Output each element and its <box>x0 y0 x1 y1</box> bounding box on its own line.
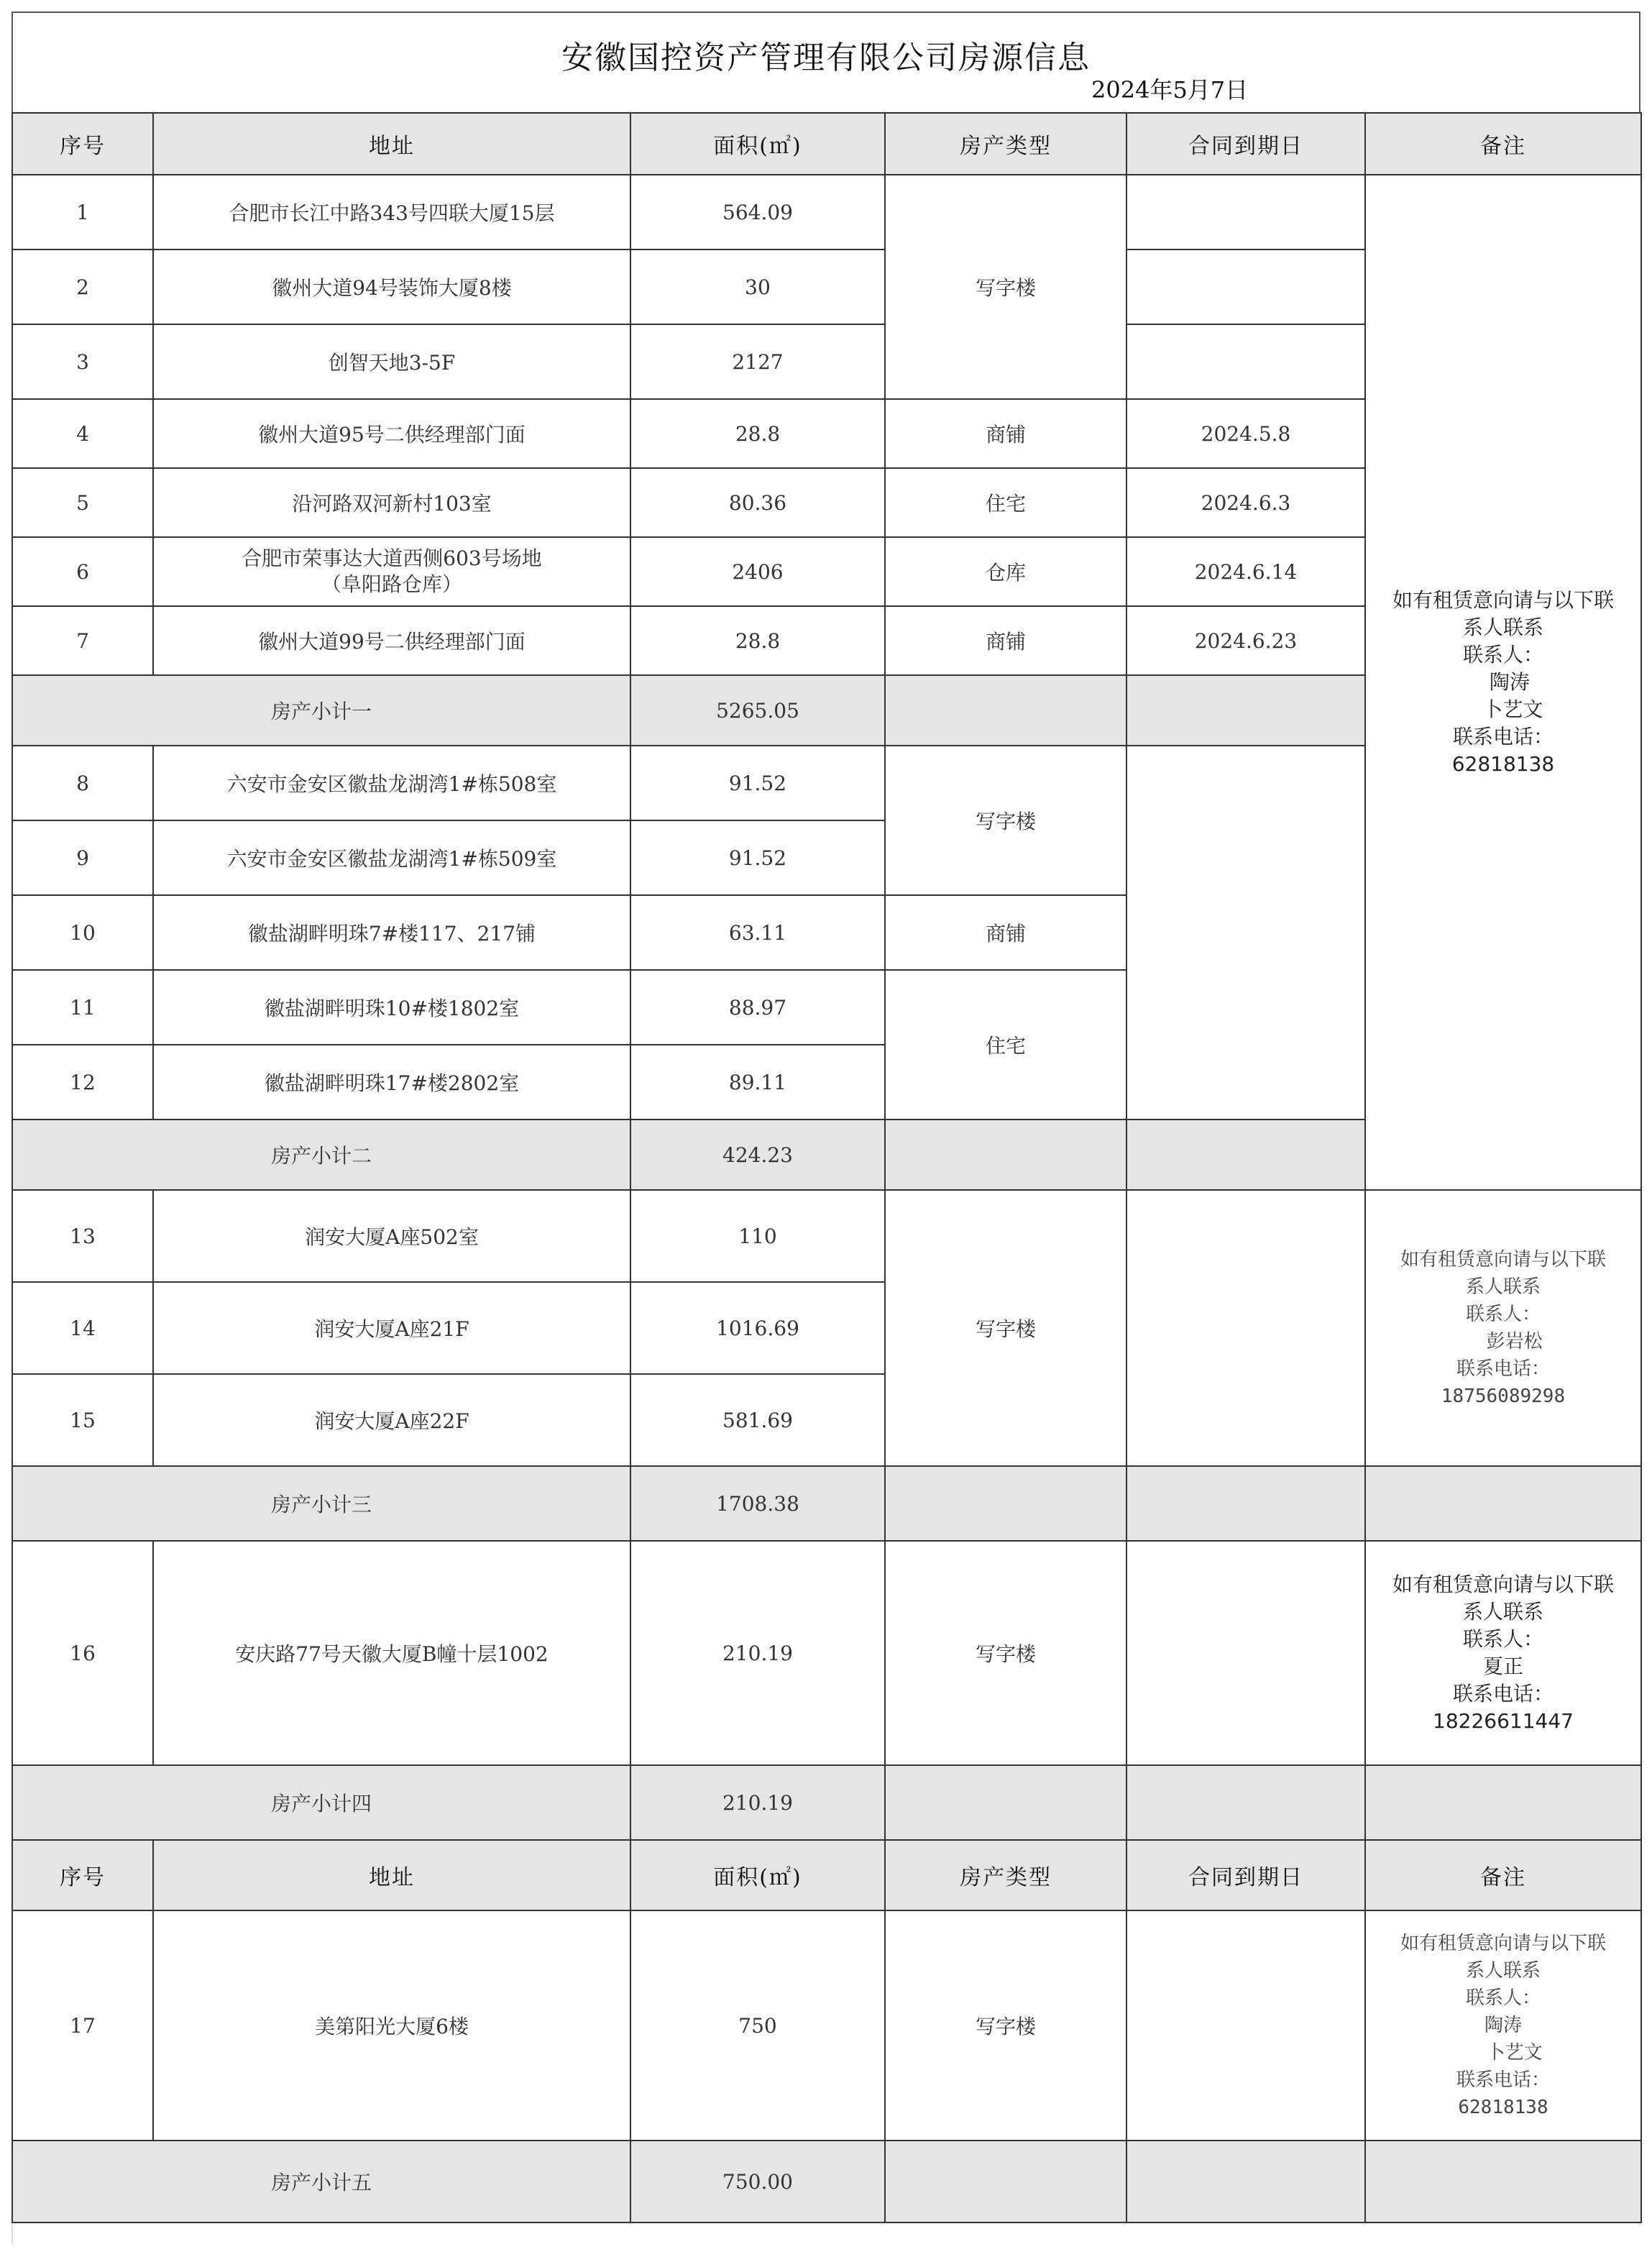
row-no: 8 <box>12 746 153 820</box>
row-no: 13 <box>12 1190 153 1282</box>
subtotal-empty <box>885 675 1126 746</box>
row-expiry <box>1126 249 1365 324</box>
row-expiry <box>1126 175 1365 249</box>
header-area: 面积(㎡) <box>630 1840 885 1910</box>
row-address: 创智天地3-5F <box>153 324 630 399</box>
row-area: 28.8 <box>630 399 885 468</box>
property-table <box>12 112 1642 2223</box>
subtotal-row <box>12 2141 1641 2222</box>
row-no: 2 <box>12 249 153 324</box>
remark-contact-1: 如有租赁意向请与以下联 系人联系 联系人： 陶涛 卜艺文 联系电话： 62818138 <box>1365 175 1641 1190</box>
row-address: 徽州大道99号二供经理部门面 <box>153 606 630 675</box>
subtotal-empty <box>885 1765 1126 1840</box>
row-area: 28.8 <box>630 606 885 675</box>
row-no: 6 <box>12 537 153 606</box>
subtotal-empty <box>885 1466 1126 1541</box>
subtotal-row <box>12 1466 1641 1541</box>
header-remark: 备注 <box>1365 113 1641 175</box>
header-expiry: 合同到期日 <box>1126 1840 1365 1910</box>
remark-contact-2: 如有租赁意向请与以下联 系人联系 联系人： 彭岩松 联系电话： 18756089298 <box>1365 1190 1641 1466</box>
remark-contact-3: 如有租赁意向请与以下联 系人联系 联系人： 夏正 联系电话： 18226611447 <box>1365 1541 1641 1765</box>
header-type: 房产类型 <box>885 113 1126 175</box>
subtotal-label: 房产小计一 <box>12 675 630 746</box>
header-type: 房产类型 <box>885 1840 1126 1910</box>
subtotal-empty <box>1126 675 1365 746</box>
subtotal-label: 房产小计二 <box>12 1120 630 1190</box>
row-address: 润安大厦A座21F <box>153 1282 630 1374</box>
table-row <box>12 1190 1641 1282</box>
row-address: 徽州大道95号二供经理部门面 <box>153 399 630 468</box>
row-no: 9 <box>12 820 153 895</box>
subtotal-label: 房产小计三 <box>12 1466 630 1541</box>
row-no: 12 <box>12 1045 153 1120</box>
row-no: 16 <box>12 1541 153 1765</box>
row-address: 沿河路双河新村103室 <box>153 468 630 537</box>
row-expiry: 2024.6.3 <box>1126 468 1365 537</box>
row-address: 六安市金安区徽盐龙湖湾1#栋509室 <box>153 820 630 895</box>
row-address: 美第阳光大厦6楼 <box>153 1910 630 2141</box>
row-type: 住宅 <box>885 468 1126 537</box>
row-no: 1 <box>12 175 153 249</box>
row-area: 1016.69 <box>630 1282 885 1374</box>
subtotal-label: 房产小计四 <box>12 1765 630 1840</box>
row-no: 14 <box>12 1282 153 1374</box>
table-row <box>12 175 1641 249</box>
table-row <box>12 1541 1641 1765</box>
subtotal-empty <box>1365 1765 1641 1840</box>
header-address: 地址 <box>153 113 630 175</box>
row-expiry <box>1126 746 1365 1120</box>
subtotal-empty <box>1126 1466 1365 1541</box>
header-row <box>12 113 1641 175</box>
remark-contact-4: 如有租赁意向请与以下联 系人联系 联系人： 陶涛 卜艺文 联系电话： 62818138 <box>1365 1910 1641 2141</box>
row-type: 商铺 <box>885 399 1126 468</box>
row-type: 商铺 <box>885 606 1126 675</box>
row-type: 住宅 <box>885 970 1126 1120</box>
row-address: 安庆路77号天徽大厦B幢十层1002 <box>153 1541 630 1765</box>
subtotal-empty <box>885 2141 1126 2222</box>
row-no: 10 <box>12 895 153 970</box>
row-address: 徽盐湖畔明珠7#楼117、217铺 <box>153 895 630 970</box>
row-no: 11 <box>12 970 153 1045</box>
row-area: 564.09 <box>630 175 885 249</box>
row-area: 80.36 <box>630 468 885 537</box>
row-address: 润安大厦A座22F <box>153 1374 630 1466</box>
row-no: 5 <box>12 468 153 537</box>
row-expiry: 2024.5.8 <box>1126 399 1365 468</box>
header-no: 序号 <box>12 113 153 175</box>
row-area: 88.97 <box>630 970 885 1045</box>
row-area: 63.11 <box>630 895 885 970</box>
subtotal-empty <box>1365 1466 1641 1541</box>
row-address: 合肥市长江中路343号四联大厦15层 <box>153 175 630 249</box>
subtotal-value: 750.00 <box>630 2141 885 2222</box>
subtotal-empty <box>1365 2141 1641 2222</box>
row-no: 7 <box>12 606 153 675</box>
header-no: 序号 <box>12 1840 153 1910</box>
row-address: 合肥市荣事达大道西侧603号场地 （阜阳路仓库） <box>153 537 630 606</box>
subtotal-empty <box>1126 1765 1365 1840</box>
subtotal-empty <box>1126 2141 1365 2222</box>
row-area: 750 <box>630 1910 885 2141</box>
row-area: 210.19 <box>630 1541 885 1765</box>
sheet-tail <box>12 2223 1640 2245</box>
spreadsheet <box>12 12 1640 2245</box>
row-area: 91.52 <box>630 820 885 895</box>
row-no: 4 <box>12 399 153 468</box>
row-type: 商铺 <box>885 895 1126 970</box>
row-address: 徽盐湖畔明珠17#楼2802室 <box>153 1045 630 1120</box>
subtotal-value: 1708.38 <box>630 1466 885 1541</box>
subtotal-value: 5265.05 <box>630 675 885 746</box>
row-expiry: 2024.6.14 <box>1126 537 1365 606</box>
row-address: 六安市金安区徽盐龙湖湾1#栋508室 <box>153 746 630 820</box>
row-area: 2406 <box>630 537 885 606</box>
title-row <box>12 12 1640 112</box>
row-type: 写字楼 <box>885 1541 1126 1765</box>
row-address: 润安大厦A座502室 <box>153 1190 630 1282</box>
report-date: 2024年5月7日 <box>1091 76 1249 104</box>
row-no: 15 <box>12 1374 153 1466</box>
subtotal-row <box>12 1765 1641 1840</box>
header-area: 面积(㎡) <box>630 113 885 175</box>
row-type: 写字楼 <box>885 175 1126 399</box>
table-row <box>12 1910 1641 2141</box>
subtotal-value: 424.23 <box>630 1120 885 1190</box>
row-area: 110 <box>630 1190 885 1282</box>
row-area: 30 <box>630 249 885 324</box>
header-expiry: 合同到期日 <box>1126 113 1365 175</box>
subtotal-empty <box>1126 1120 1365 1190</box>
row-type: 写字楼 <box>885 746 1126 895</box>
subtotal-label: 房产小计五 <box>12 2141 630 2222</box>
row-address: 徽盐湖畔明珠10#楼1802室 <box>153 970 630 1045</box>
row-expiry <box>1126 1190 1365 1466</box>
row-type: 仓库 <box>885 537 1126 606</box>
row-expiry: 2024.6.23 <box>1126 606 1365 675</box>
row-expiry <box>1126 324 1365 399</box>
row-area: 91.52 <box>630 746 885 820</box>
subtotal-empty <box>885 1120 1126 1190</box>
row-area: 581.69 <box>630 1374 885 1466</box>
row-area: 89.11 <box>630 1045 885 1120</box>
subtotal-value: 210.19 <box>630 1765 885 1840</box>
header-remark: 备注 <box>1365 1840 1641 1910</box>
row-expiry <box>1126 1910 1365 2141</box>
header-row-repeat <box>12 1840 1641 1910</box>
row-no: 3 <box>12 324 153 399</box>
row-no: 17 <box>12 1910 153 2141</box>
page-title: 安徽国控资产管理有限公司房源信息 <box>561 40 1091 76</box>
row-type: 写字楼 <box>885 1910 1126 2141</box>
row-type: 写字楼 <box>885 1190 1126 1466</box>
header-address: 地址 <box>153 1840 630 1910</box>
row-area: 2127 <box>630 324 885 399</box>
row-address: 徽州大道94号装饰大厦8楼 <box>153 249 630 324</box>
row-expiry <box>1126 1541 1365 1765</box>
